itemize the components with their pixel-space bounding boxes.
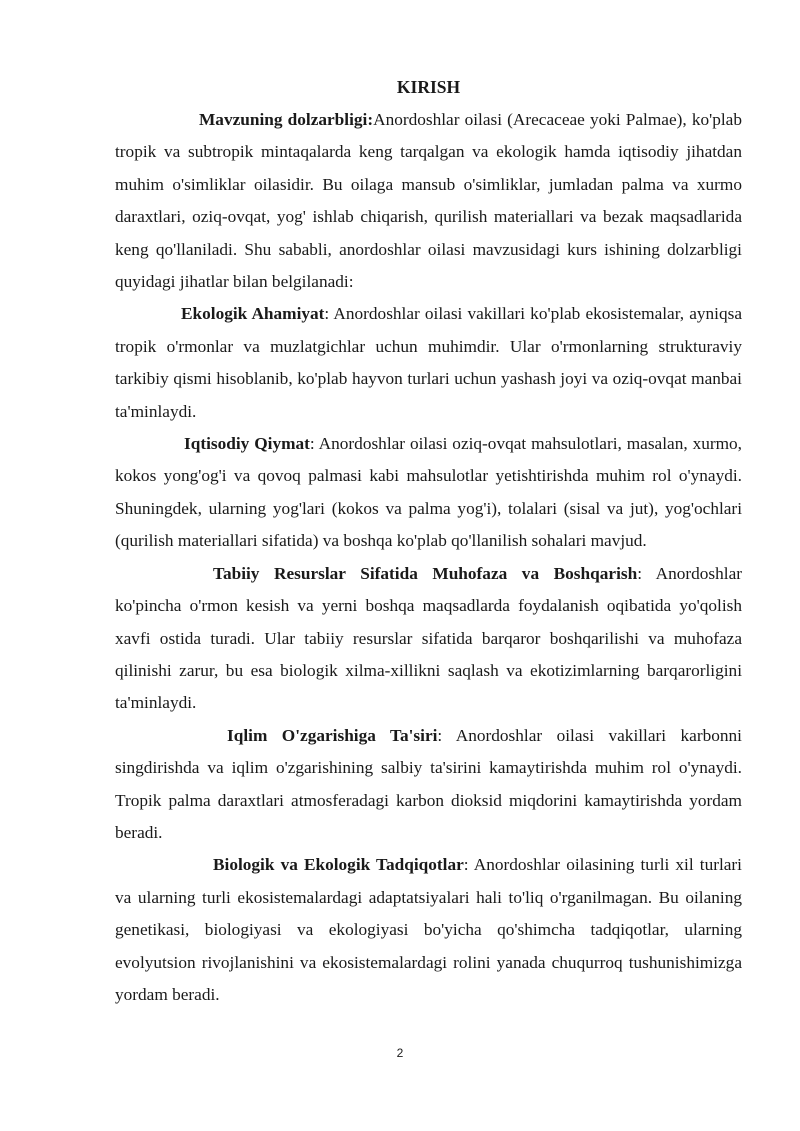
paragraph-heading: Iqlim O'zgarishiga Ta'siri [227,725,438,745]
paragraph-heading: Biologik va Ekologik Tadqiqotlar [213,855,464,875]
page-number: 2 [396,1046,404,1060]
paragraph-climate-impact [115,720,742,850]
paragraph-economic-value [115,428,742,558]
paragraph-heading: Iqtisodiy Qiymat [184,434,310,454]
paragraph-text: : Anordoshlar oilasi oziq-ovqat mahsulotlari, masalan, xurmo, kokos yong'og'i va qovoq palmasi kabi mahsulotlar yetishtirishda muhim rol o'ynaydi. Shuningdek, ularning yog'lari (kokos va palma yog'i), tolalari (sisal va jut), yog'ochlari (qurilish materiallari sifatida) va boshqa ko'plab qo'llanilish sohalari mavjud. [115,434,743,551]
paragraph-text: : Anordoshlar oilasi vakillari karbonni singdirishda va iqlim o'zgarishining salbiy ta'sirini kamaytirishda muhim rol o'ynaydi. Tropik palma daraxtlari atmosferadagi karbon dioksid miqdorini kamaytirishda yordam beradi. [115,725,742,842]
document-body [115,104,742,1011]
paragraph-text: : Anordoshlar oilasining turli xil turlari va ularning turli ekosistemalardagi adaptatsiyalari hali to'liq o'rganilmagan. Bu oilaning genetikasi, biologiyasi va ekologiyasi bo'yicha qo'shimcha tadqiqotlar, ularning evolyutsion rivojlanishini va ekosistemalardagi rolini yanada chuqurroq tushunishimizga yordam beradi. [115,855,742,1004]
paragraph-heading: Mavzuning dolzarbligi: [199,110,374,129]
paragraph-heading: Ekologik Ahamiyat [181,304,325,324]
paragraph-ecological-importance [115,298,742,428]
page-title: KIRISH [396,77,461,97]
paragraph-heading: Tabiiy Resurslar Sifatida Muhofaza va Boshqarish [213,563,638,583]
paragraph-text: : Anordoshlar ko'pincha o'rmon kesish va yerni boshqa maqsadlarda foydalanish oqibatida yo'qolish xavfi ostida turadi. Ular tabiiy resurslar sifatida barqaror boshqarilishi va muhofaza qilinishi zarur, bu esa biologik xilma-xillikni saqlash va ekotizimlarning barqarorligini ta'minlaydi. [115,563,742,713]
paragraph-text: : Anordoshlar oilasi vakillari ko'plab ekosistemalar, ayniqsa tropik o'rmonlar va muzlatgichlar uchun muhimdir. Ular o'rmonlarning strukturaviy tarkibiy qismi hisoblanib, ko'plab hayvon turlari uchun yashash joyi va oziq-ovqat manbai ta'minlaydi. [115,304,743,421]
paragraph-resource-protection [115,558,742,720]
paragraph-text: Anordoshlar oilasi (Arecaceae yoki Palmae), ko'plab tropik va subtropik mintaqalarda keng tarqalgan va ekologik hamda iqtisodiy jihatdan muhim o'simliklar oilasidir. Bu oilaga mansub o'simliklar, jumladan palma va xurmo daraxtlari, oziq-ovqat, yog' ishlab chiqarish, qurilish materiallari va bezak maqsadlarida keng qo'llaniladi. Shu sababli, anordoshlar oilasi mavzusidagi kurs ishining dolzarbligi quyidagi jihatlar bilan belgilanadi: [115,110,742,292]
paragraph-research [115,849,742,1011]
paragraph-relevance [115,104,742,298]
